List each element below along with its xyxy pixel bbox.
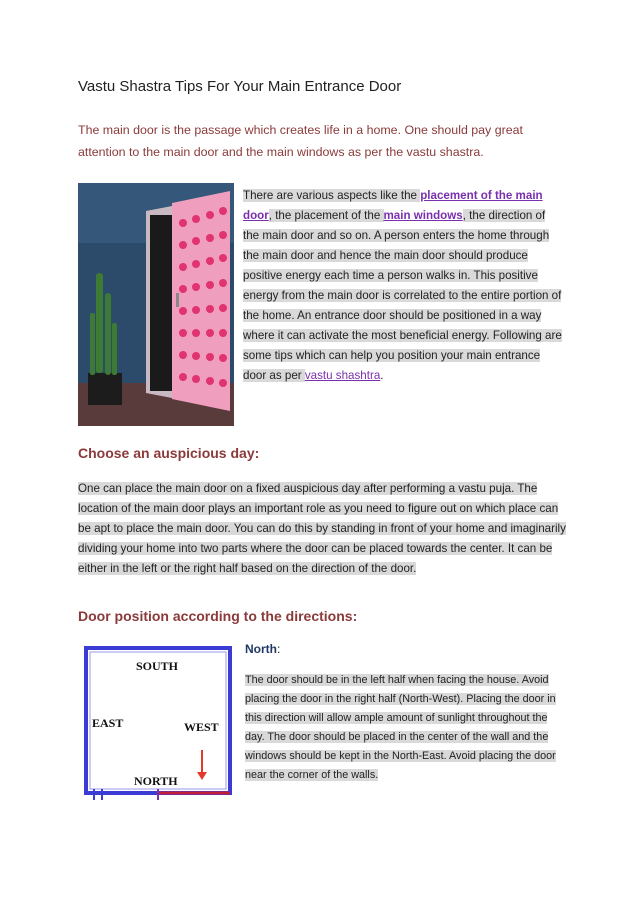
para1-mid1: , the placement of the: [268, 209, 384, 222]
door-position-heading: Door position according to the directions:: [78, 608, 358, 624]
diagram-east: EAST: [92, 716, 124, 730]
north-heading: [245, 642, 280, 656]
diagram-south: SOUTH: [136, 659, 179, 673]
auspicious-day-paragraph: [78, 479, 566, 579]
para1-text: There are various aspects like the: [243, 189, 421, 202]
para1-end: .: [380, 369, 384, 382]
page-title: Vastu Shastra Tips For Your Main Entrance Door: [78, 78, 402, 95]
auspicious-day-heading: Choose an auspicious day:: [78, 445, 260, 461]
north-colon: :: [277, 642, 281, 656]
diagram-north: NORTH: [134, 774, 178, 788]
intro-paragraph: The main door is the passage which creates life in a home. One should pay great attention to the main door and the main windows as per the vastu shastra.: [78, 123, 523, 159]
auspicious-day-text: One can place the main door on a fixed auspicious day after performing a vastu puja. The location of the main door plays an important role as you need to figure out on which place can be apt to place the main door. You can do this by standing in front of your home and imaginarily dividing your home into two parts where the door can be placed towards the center. It can be either in the left or the right half based on the direction of the door.: [78, 482, 566, 575]
vastu-shashtra-link[interactable]: vastu shashtra: [304, 369, 381, 382]
door-photo: [78, 183, 234, 426]
placement-link[interactable]: placement of the main door: [243, 189, 543, 222]
diagram-west: WEST: [184, 720, 219, 734]
north-label: North: [245, 642, 277, 656]
main-windows-link[interactable]: main windows: [383, 209, 463, 222]
north-paragraph: [245, 671, 565, 785]
aspects-paragraph: [243, 186, 563, 386]
para1-mid2: , the direction of the main door and so on. A person enters the home through the main door and hence the main door should produce positive energy each time a person walks in. This positive energy from the main door is correlated to the entire portion of the home. An entrance door should be positioned in a way where it can activate the most beneficial energy. Following are some tips which can help you position your main entrance door as per: [243, 209, 562, 382]
north-text: The door should be in the left half when facing the house. Avoid placing the door in the right half (North-West). Placing the door in this direction will allow ample amount of sunlight throughout the day. The door should be placed in the center of the wall and the windows should be kept in the North-East. Avoid placing the door near the corner of the walls.: [245, 674, 556, 781]
direction-diagram: [78, 640, 238, 805]
